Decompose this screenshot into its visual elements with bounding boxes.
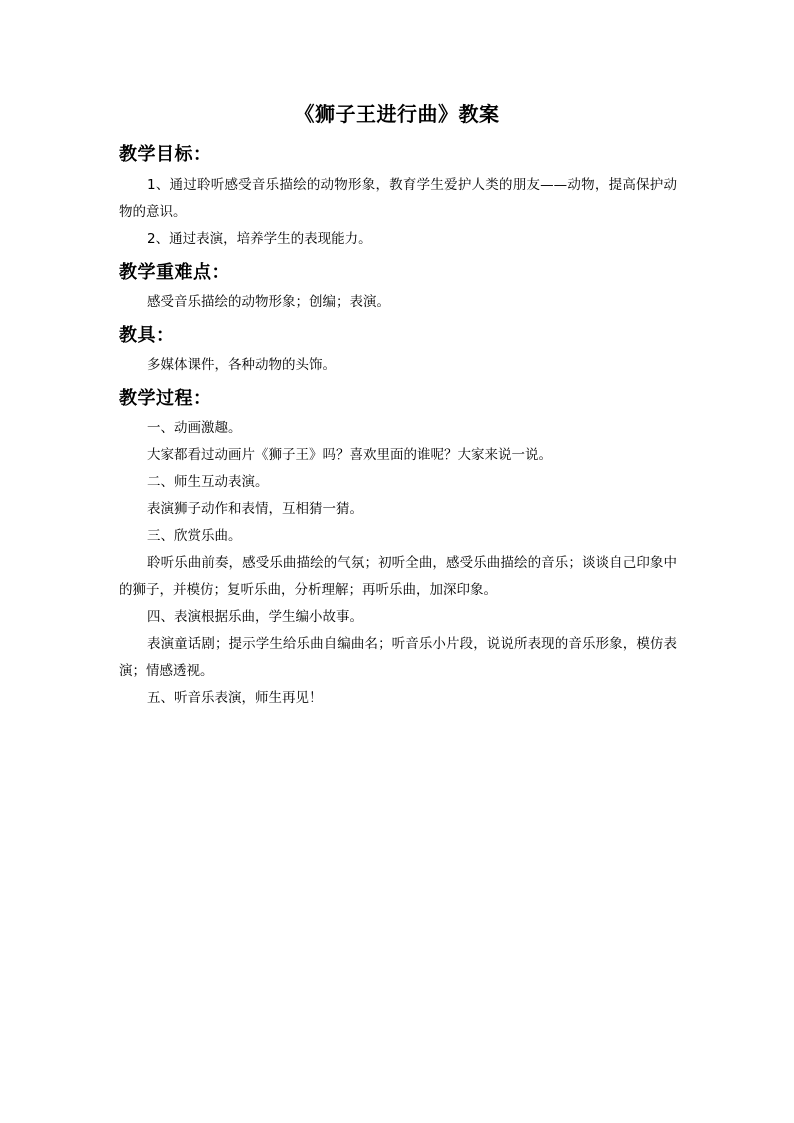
materials-item-1: 多媒体课件，各种动物的头饰。: [147, 357, 336, 373]
document-title: 《狮子王进行曲》教案: [294, 102, 500, 126]
objectives-item-2: 2、通过表演，培养学生的表现能力。: [147, 231, 372, 247]
process-step-3: 三、欣赏乐曲。: [147, 528, 242, 544]
objectives-item-1: 1、通过聆听感受音乐描绘的动物形象，教育学生爱护人类的朋友——动物，提高保护动物的意识。: [119, 177, 677, 220]
process-step-3-detail: 聆听乐曲前奏，感受乐曲描绘的气氛；初听全曲，感受乐曲描绘的音乐；谈谈自己印象中的狮子，并模仿；复听乐曲，分析理解；再听乐曲，加深印象。: [119, 555, 677, 598]
process-step-2-detail: 表演狮子动作和表情，互相猜一猜。: [147, 501, 363, 517]
process-step-1: 一、动画激趣。: [147, 420, 242, 436]
process-step-2: 二、师生互动表演。: [147, 474, 269, 490]
process-step-4-detail: 表演童话剧；提示学生给乐曲自编曲名；听音乐小片段，说说所表现的音乐形象，模仿表演；情感透视。: [119, 636, 677, 679]
key-points-item-1: 感受音乐描绘的动物形象；创编；表演。: [147, 294, 390, 310]
process-step-4: 四、表演根据乐曲，学生编小故事。: [147, 609, 363, 625]
key-points-heading: 教学重难点：: [119, 262, 230, 283]
process-step-1-detail: 大家都看过动画片《狮子王》吗？喜欢里面的谁呢？大家来说一说。: [147, 447, 552, 463]
process-heading: 教学过程：: [119, 388, 212, 409]
materials-heading: 教具：: [119, 325, 175, 346]
process-step-5: 五、听音乐表演，师生再见！: [147, 690, 323, 706]
objectives-heading: 教学目标：: [119, 144, 212, 165]
